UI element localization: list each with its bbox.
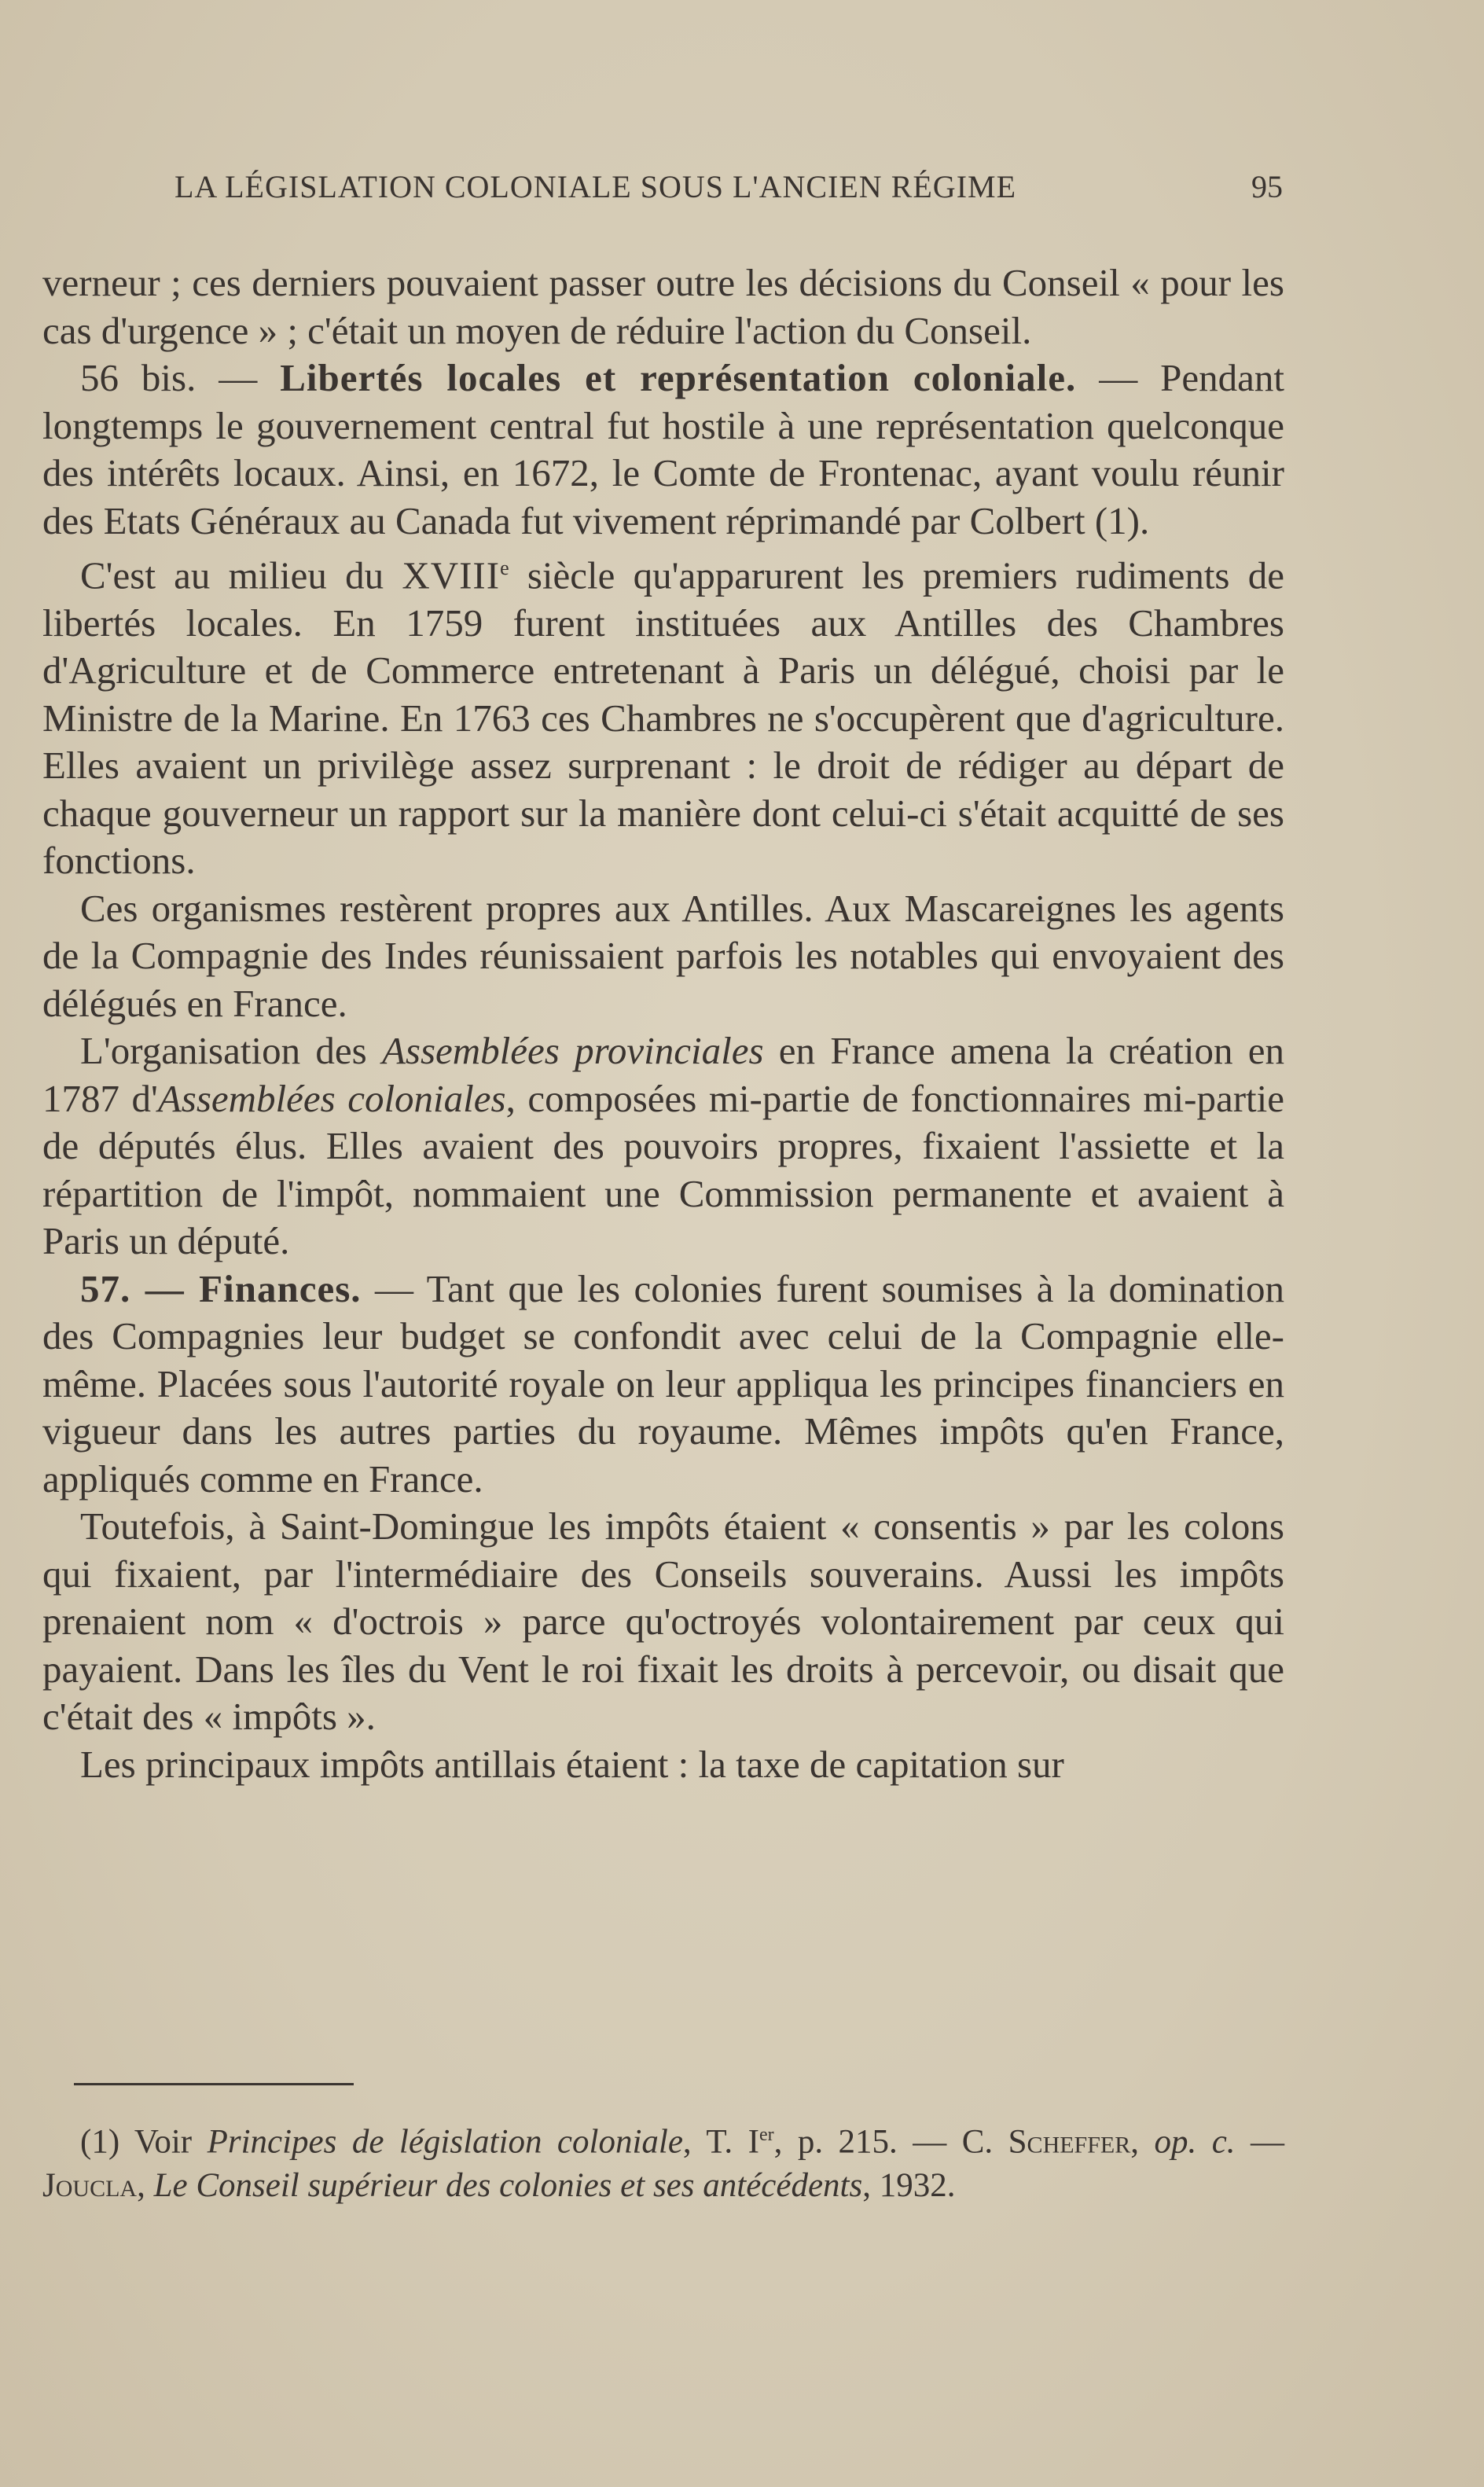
running-title: LA LÉGISLATION COLONIALE SOUS L'ANCIEN RÉGIME — [174, 169, 1017, 204]
author-name: Joucla — [42, 2167, 138, 2205]
paragraph — [42, 1027, 1284, 1266]
text-run: , 1932. — [862, 2167, 956, 2205]
text-run: , — [1130, 2123, 1155, 2161]
work-title: Le Conseil supérieur des colonies et ses antécédents — [153, 2167, 863, 2205]
text-run: en France amena la création en 1787 d' — [42, 1029, 1284, 1120]
paragraph: verneur ; ces derniers pouvaient passer outre les décisions du Conseil « pour les cas d'urgence » ; c'était un moyen de réduire l'action du Conseil. — [42, 261, 1284, 352]
paragraph: Toutefois, à Saint-Domingue les impôts étaient « consentis » par les colons qui fixaient, par l'intermédiaire des Conseils souverains. Aussi les impôts prenaient nom « d'octrois » parce qu'octroyés volontairement par ceux qui payaient. Dans les îles du Vent le roi fixait les droits à percevoir, ou disait que c'était des « impôts ». — [42, 1504, 1284, 1739]
work-title: Principes de législation coloniale — [207, 2123, 683, 2161]
text-run: , p. 215. — C. — [773, 2123, 1008, 2161]
footnote — [42, 2113, 1284, 2208]
section-number: 57. — — [80, 1266, 200, 1310]
text-run: , composées mi-partie de fonctionnaires mi-partie de députés élus. Elles avaient des pouvoirs propres, fixaient l'assiette et la répartition de l'impôt, nommaient une Commission permanente et avaient à Paris un député. — [42, 1076, 1284, 1263]
body-text — [42, 259, 1284, 1788]
section-text: Tant que les colonies furent soumises à la domination des Compagnies leur budget se confondit avec celui de la Compagnie elle-même. Placées sous l'autorité royale on leur appliqua les principes financiers en vigueur dans les autres parties du royaume. Mêmes impôts qu'en France, appliqués comme en France. — [42, 1266, 1285, 1501]
section-57 — [42, 1266, 1284, 1504]
section-title: Finances. — [199, 1266, 362, 1310]
text-run: , — [137, 2167, 154, 2205]
paragraph: Les principaux impôts antillais étaient : la taxe de capitation sur — [80, 1742, 1064, 1786]
text-run: L'organisation des — [80, 1029, 382, 1073]
footnote-marker: (1) Voir — [80, 2123, 208, 2161]
section-title: Libertés locales et représentation coloniale. — [280, 356, 1077, 399]
century-numeral: XVIII — [402, 553, 501, 597]
section-text: Pendant longtemps le gouvernement central fut hostile à une représentation quelconque des intérêts locaux. Ainsi, en 1672, le Comte de Frontenac, ayant voulu réunir des Etats Généraux au Canada fut vivement réprimandé par Colbert (1). — [42, 356, 1285, 542]
emphasis: Assemblées provinciales — [381, 1029, 764, 1073]
section-dash: — — [361, 1266, 427, 1310]
author-name: Scheffer — [1008, 2123, 1131, 2161]
superscript: er — [759, 2125, 774, 2145]
text-run: , T. I — [682, 2123, 759, 2161]
superscript: e — [500, 557, 509, 579]
page-number: 95 — [1251, 169, 1283, 204]
page-header — [174, 168, 1283, 215]
text-run: C'est au milieu du — [80, 553, 402, 597]
paragraph — [42, 545, 1284, 885]
footnote-rule — [74, 2083, 354, 2085]
section-56-bis — [42, 354, 1284, 545]
section-number: 56 bis. — — [80, 356, 281, 399]
emphasis: Assemblées coloniales — [157, 1076, 506, 1120]
op-cit: op. c. — [1154, 2123, 1236, 2161]
paragraph: Ces organismes restèrent propres aux Antilles. Aux Mascareignes les agents de la Compagnie des Indes réunissaient parfois les notables qui envoyaient des délégués en France. — [42, 886, 1284, 1025]
section-dash: — — [1076, 356, 1161, 399]
text-run: — — [1235, 2123, 1285, 2161]
text-run: siècle qu'apparurent les premiers rudiments de libertés locales. En 1759 furent instituées aux Antilles des Chambres d'Agriculture et de Commerce entretenant à Paris un délégué, choisi par le Ministre de la Marine. En 1763 ces Chambres ne s'occupèrent que d'agriculture. Elles avaient un privilège assez surprenant : le droit de rédiger au départ de chaque gouverneur un rapport sur la manière dont celui-ci s'était acquitté de ses fonctions. — [42, 553, 1284, 883]
